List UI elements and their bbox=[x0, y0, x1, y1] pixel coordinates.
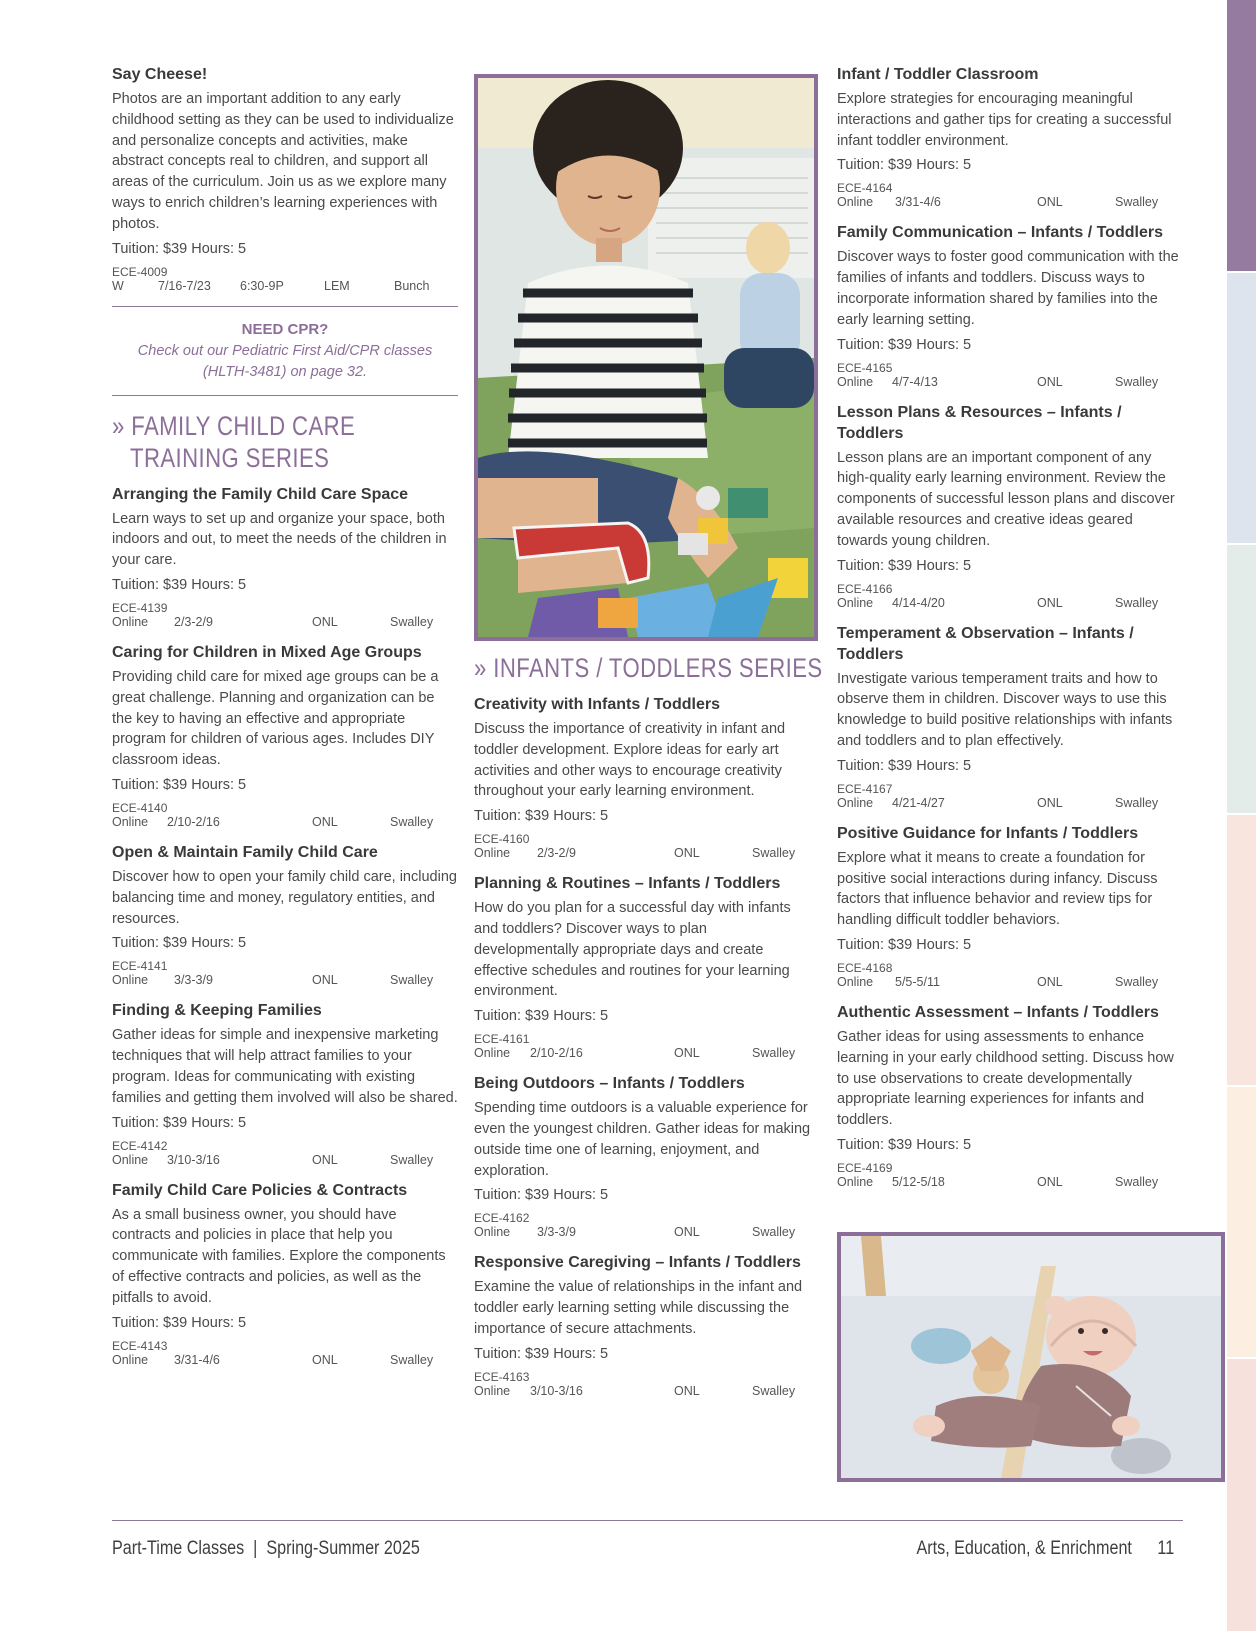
course-description: Explore what it means to create a foundation for positive social interactions during infancy. Discuss factors that influence behavior and review tips for handling difficult toddler behaviors. bbox=[837, 849, 1158, 929]
course-tuition: Tuition: $39 Hours: 5 bbox=[112, 1314, 247, 1331]
schedule-time: 6:30-9P bbox=[240, 278, 284, 293]
course-description: Discover ways to foster good communication with the families of infants and toddlers. Discuss ways to incorporate information shared by families into the early learning setting. bbox=[837, 249, 1179, 328]
footer-publication: Part-Time Classes | Spring-Summer 2025 bbox=[112, 1538, 420, 1559]
photo-baby-playing bbox=[837, 1232, 1225, 1482]
course-item bbox=[112, 842, 458, 988]
course-title: Creativity with Infants / Toddlers bbox=[474, 696, 720, 713]
schedule-format: Online bbox=[474, 1225, 511, 1240]
course-code: ECE-4169 bbox=[837, 1160, 893, 1175]
schedule-format: Online bbox=[474, 1046, 511, 1061]
child-blocks-illustration bbox=[478, 78, 814, 637]
section-tab bbox=[1227, 273, 1256, 543]
schedule-instructor: Swalley bbox=[1115, 1174, 1159, 1189]
course-schedule bbox=[112, 1152, 458, 1168]
schedule-instructor: Swalley bbox=[752, 1046, 796, 1061]
schedule-location: ONL bbox=[674, 1383, 700, 1398]
course-description: Learn ways to set up and organize your space, both indoors and out, to meet the needs of the children in your care. bbox=[112, 510, 447, 569]
course-description: Gather ideas for simple and inexpensive marketing techniques that will help attract families to your program. Ideas for communicating with existing families and getting them involved will also be shared. bbox=[112, 1027, 458, 1106]
schedule-instructor: Swalley bbox=[1115, 974, 1159, 989]
schedule-location: ONL bbox=[1037, 595, 1063, 610]
course-code: ECE-4164 bbox=[837, 181, 893, 196]
course-tuition: Tuition: $39 Hours: 5 bbox=[837, 1136, 972, 1153]
course-schedule bbox=[837, 1174, 1185, 1190]
course-tuition: Tuition: $39 Hours: 5 bbox=[474, 1345, 609, 1362]
schedule-dates: 4/7-4/13 bbox=[892, 374, 938, 389]
schedule-location: ONL bbox=[1037, 974, 1063, 989]
course-code: ECE-4140 bbox=[112, 800, 168, 815]
course-description: How do you plan for a successful day with infants and toddlers? Discover ways to plan developmentally appropriate days and create effective schedules and routines for your learning environment. bbox=[474, 900, 791, 1000]
course-description: Gather ideas for using assessments to enhance learning in your early childhood setting. Discuss how to use observations to create developmentally appropriate learning experiences for infants and toddlers. bbox=[837, 1028, 1174, 1129]
schedule-location: ONL bbox=[312, 1152, 338, 1167]
schedule-instructor: Swalley bbox=[1115, 595, 1159, 610]
course-code: ECE-4168 bbox=[837, 960, 893, 975]
schedule-dates: 2/3-2/9 bbox=[537, 846, 576, 861]
course-description: Lesson plans are an important component of any high-quality early learning environment. Review the components of successful lesson plans and discover available resources and creative ideas geared towards young children. bbox=[837, 449, 1175, 549]
course-item bbox=[837, 823, 1185, 990]
course-title: Finding & Keeping Families bbox=[112, 1002, 322, 1020]
course-item bbox=[474, 873, 814, 1061]
course-title: Arranging the Family Child Care Space bbox=[112, 485, 409, 503]
course-code: ECE-4142 bbox=[112, 1138, 168, 1153]
course-description: As a small business owner, you should have contracts and policies in place that help you communicate with families. Explore the components of effective contracts and policies, as well as the pitfalls to avoid. bbox=[112, 1206, 446, 1306]
course-schedule bbox=[837, 795, 1185, 811]
course-tuition: Tuition: $39 Hours: 5 bbox=[112, 1114, 247, 1131]
schedule-location: ONL bbox=[312, 814, 338, 829]
section-tab bbox=[1227, 0, 1256, 271]
course-schedule bbox=[837, 194, 1185, 210]
schedule-instructor: Swalley bbox=[752, 1225, 796, 1240]
course-schedule bbox=[837, 374, 1185, 390]
schedule-location: ONL bbox=[1037, 1174, 1063, 1189]
course-tuition: Tuition: $39 Hours: 5 bbox=[112, 935, 247, 952]
cpr-callout bbox=[112, 307, 458, 395]
course-item bbox=[837, 222, 1185, 389]
schedule-instructor: Swalley bbox=[390, 1352, 434, 1367]
schedule-location: ONL bbox=[1037, 195, 1063, 210]
course-item bbox=[112, 1180, 458, 1368]
course-code: ECE-4167 bbox=[837, 781, 893, 796]
series-heading-infants-toddlers: » INFANTS / TODDLERS SERIES bbox=[474, 653, 823, 683]
course-schedule bbox=[112, 1352, 458, 1368]
section-tab bbox=[1227, 815, 1256, 1085]
course-tuition: Tuition: $39 Hours: 5 bbox=[837, 936, 972, 953]
schedule-dates: 3/3-3/9 bbox=[537, 1225, 576, 1240]
cpr-heading: NEED CPR? bbox=[241, 320, 329, 338]
schedule-instructor: Swalley bbox=[1115, 374, 1159, 389]
schedule-instructor: Swalley bbox=[1115, 195, 1159, 210]
course-code: ECE-4165 bbox=[837, 360, 893, 375]
course-code: ECE-4166 bbox=[837, 581, 893, 596]
schedule-format: Online bbox=[112, 1152, 149, 1167]
cpr-text-line2: (HLTH-3481) on page 32. bbox=[202, 363, 368, 380]
column-middle bbox=[474, 652, 823, 1411]
schedule-instructor: Swalley bbox=[752, 1383, 796, 1398]
course-item bbox=[837, 623, 1185, 811]
photo-child-playing-blocks bbox=[474, 74, 818, 641]
schedule-format: Online bbox=[837, 795, 874, 810]
course-tuition: Tuition: $39 Hours: 5 bbox=[112, 776, 247, 793]
course-description: Discuss the importance of creativity in infant and toddler development. Explore ideas for early art activities and other ways to encourage creativity throughout your early learning environment. bbox=[474, 721, 786, 800]
schedule-instructor: Swalley bbox=[390, 1152, 434, 1167]
schedule-dates: 7/16-7/23 bbox=[158, 278, 211, 293]
course-schedule bbox=[112, 814, 458, 830]
schedule-format: Online bbox=[112, 814, 149, 829]
course-tuition: Tuition: $39 Hours: 5 bbox=[837, 336, 972, 353]
course-item bbox=[112, 642, 458, 830]
schedule-location: ONL bbox=[1037, 374, 1063, 389]
course-title: Authentic Assessment – Infants / Toddlers bbox=[837, 1003, 1159, 1021]
course-tuition: Tuition: $39 Hours: 5 bbox=[112, 576, 247, 593]
course-item bbox=[474, 694, 814, 861]
cpr-text-line1: Check out our Pediatric First Aid/CPR classes bbox=[137, 342, 433, 359]
course-description: Photos are an important addition to any early childhood setting as they can be used to individualize and personalize concepts and activities, make abstract concepts real to children, and support all areas of the curriculum. Join us as we explore many ways to enrich children’s learning experiences with photos. bbox=[112, 91, 454, 232]
schedule-format: Online bbox=[474, 846, 511, 861]
course-schedule bbox=[474, 845, 814, 861]
schedule-dates: 2/3-2/9 bbox=[174, 614, 213, 629]
schedule-format: Online bbox=[837, 374, 874, 389]
schedule-location: ONL bbox=[674, 1046, 700, 1061]
section-tab bbox=[1227, 1359, 1256, 1631]
schedule-location: LEM bbox=[324, 278, 350, 293]
course-code: ECE-4143 bbox=[112, 1338, 168, 1353]
divider bbox=[112, 395, 458, 396]
schedule-dates: 4/14-4/20 bbox=[892, 595, 945, 610]
schedule-format: Online bbox=[474, 1383, 511, 1398]
schedule-dates: 2/10-2/16 bbox=[167, 814, 220, 829]
course-tuition: Tuition: $39 Hours: 5 bbox=[837, 157, 972, 174]
schedule-dates: 3/31-4/6 bbox=[174, 1352, 220, 1367]
course-schedule bbox=[112, 614, 458, 630]
course-title: Family Communication – Infants / Toddlers bbox=[837, 224, 1163, 242]
footer-section bbox=[916, 1538, 1174, 1560]
course-tuition: Tuition: $39 Hours: 5 bbox=[837, 757, 972, 774]
course-code: ECE-4163 bbox=[474, 1369, 530, 1384]
course-tuition: Tuition: $39 Hours: 5 bbox=[474, 1008, 609, 1025]
column-left bbox=[112, 64, 458, 1380]
course-code: ECE-4160 bbox=[474, 832, 530, 847]
course-title: Caring for Children in Mixed Age Groups bbox=[112, 643, 422, 661]
course-schedule bbox=[474, 1383, 814, 1399]
course-code: ECE-4162 bbox=[474, 1211, 530, 1226]
course-description: Explore strategies for encouraging meaningful interactions and gather tips for creating a successful infant toddler environment. bbox=[837, 91, 1172, 149]
course-schedule bbox=[837, 595, 1185, 611]
section-tab bbox=[1227, 545, 1256, 813]
course-item bbox=[112, 1000, 458, 1167]
footer-rule bbox=[112, 1520, 1183, 1521]
schedule-location: ONL bbox=[674, 846, 700, 861]
course-schedule bbox=[474, 1045, 814, 1061]
course-item bbox=[837, 1002, 1185, 1190]
schedule-format: Online bbox=[837, 974, 874, 989]
course-item bbox=[474, 1252, 814, 1398]
schedule-format: Online bbox=[837, 1174, 874, 1189]
schedule-dates: 4/21-4/27 bbox=[892, 795, 945, 810]
course-item bbox=[837, 402, 1185, 611]
course-description: Investigate various temperament traits and how to observe them in children. Discover ways to use this knowledge to build positive relationships with infants and toddlers and to plan effectively. bbox=[837, 670, 1173, 749]
course-schedule bbox=[837, 974, 1185, 990]
baby-illustration bbox=[841, 1236, 1221, 1478]
course-schedule bbox=[112, 278, 458, 294]
schedule-instructor: Swalley bbox=[390, 973, 434, 988]
course-tuition: Tuition: $39 Hours: 5 bbox=[112, 240, 247, 257]
course-tuition: Tuition: $39 Hours: 5 bbox=[837, 557, 972, 574]
course-title: Infant / Toddler Classroom bbox=[837, 66, 1039, 83]
schedule-dates: 3/10-3/16 bbox=[167, 1152, 220, 1167]
schedule-location: ONL bbox=[312, 614, 338, 629]
schedule-dates: 2/10-2/16 bbox=[530, 1046, 583, 1061]
course-item bbox=[837, 64, 1185, 210]
series-heading-family-child-care bbox=[112, 410, 396, 474]
course-title: Temperament & Observation – Infants / Toddlers bbox=[837, 624, 1134, 663]
schedule-instructor: Swalley bbox=[752, 846, 796, 861]
schedule-location: ONL bbox=[674, 1225, 700, 1240]
schedule-location: ONL bbox=[312, 1352, 338, 1367]
course-code: ECE-4139 bbox=[112, 600, 168, 615]
schedule-day: W bbox=[112, 278, 124, 293]
course-item bbox=[112, 484, 458, 630]
schedule-format: Online bbox=[837, 195, 874, 210]
schedule-dates: 5/12-5/18 bbox=[892, 1174, 945, 1189]
schedule-format: Online bbox=[837, 595, 874, 610]
footer-section-name: Arts, Education, & Enrichment bbox=[916, 1538, 1132, 1559]
course-title: Positive Guidance for Infants / Toddlers bbox=[837, 824, 1139, 842]
schedule-instructor: Swalley bbox=[1115, 795, 1159, 810]
section-tabs bbox=[1227, 0, 1256, 1631]
section-tab bbox=[1227, 1087, 1256, 1357]
schedule-instructor: Swalley bbox=[390, 614, 434, 629]
course-title: Family Child Care Policies & Contracts bbox=[112, 1181, 408, 1199]
schedule-dates: 5/5-5/11 bbox=[895, 974, 940, 989]
schedule-instructor: Bunch bbox=[394, 278, 430, 293]
course-say-cheese bbox=[112, 64, 458, 294]
page-number: 11 bbox=[1157, 1538, 1174, 1559]
course-code: ECE-4141 bbox=[112, 959, 168, 974]
series-heading-line2: TRAINING SERIES bbox=[130, 442, 330, 473]
schedule-dates: 3/10-3/16 bbox=[530, 1383, 583, 1398]
column-right bbox=[837, 64, 1185, 1202]
course-title: Responsive Caregiving – Infants / Toddlers bbox=[474, 1254, 801, 1272]
course-title: Planning & Routines – Infants / Toddlers bbox=[474, 875, 781, 893]
course-title: Say Cheese! bbox=[112, 66, 208, 83]
course-code: ECE-4161 bbox=[474, 1032, 530, 1047]
course-title: Open & Maintain Family Child Care bbox=[112, 843, 378, 861]
course-schedule bbox=[112, 972, 458, 988]
course-tuition: Tuition: $39 Hours: 5 bbox=[474, 808, 609, 825]
course-tuition: Tuition: $39 Hours: 5 bbox=[474, 1187, 609, 1204]
schedule-format: Online bbox=[112, 614, 149, 629]
course-description: Providing child care for mixed age groups can be a great challenge. Planning and organization can be the key to having an effective and appropriate program for children of various ages. Includes DIY classroom ideas. bbox=[112, 668, 439, 769]
course-title: Being Outdoors – Infants / Toddlers bbox=[474, 1075, 745, 1093]
course-code: ECE-4009 bbox=[112, 264, 168, 279]
course-item bbox=[474, 1073, 814, 1240]
schedule-format: Online bbox=[112, 973, 149, 988]
schedule-location: ONL bbox=[312, 973, 338, 988]
schedule-dates: 3/3-3/9 bbox=[174, 973, 213, 988]
schedule-dates: 3/31-4/6 bbox=[895, 195, 941, 210]
series-heading-line1: » FAMILY CHILD CARE bbox=[112, 410, 356, 441]
course-description: Spending time outdoors is a valuable experience for even the youngest children. Gather ideas for making outside time one of learning, enjoyment, and exploration. bbox=[474, 1100, 811, 1179]
course-description: Examine the value of relationships in the infant and toddler early learning setting while discussing the importance of secure attachments. bbox=[474, 1279, 803, 1337]
schedule-format: Online bbox=[112, 1352, 149, 1367]
schedule-instructor: Swalley bbox=[390, 814, 434, 829]
course-description: Discover how to open your family child care, including balancing time and money, regulatory entities, and resources. bbox=[112, 868, 457, 927]
course-schedule bbox=[474, 1224, 814, 1240]
course-title: Lesson Plans & Resources – Infants / Toddlers bbox=[837, 403, 1122, 442]
schedule-location: ONL bbox=[1037, 795, 1063, 810]
